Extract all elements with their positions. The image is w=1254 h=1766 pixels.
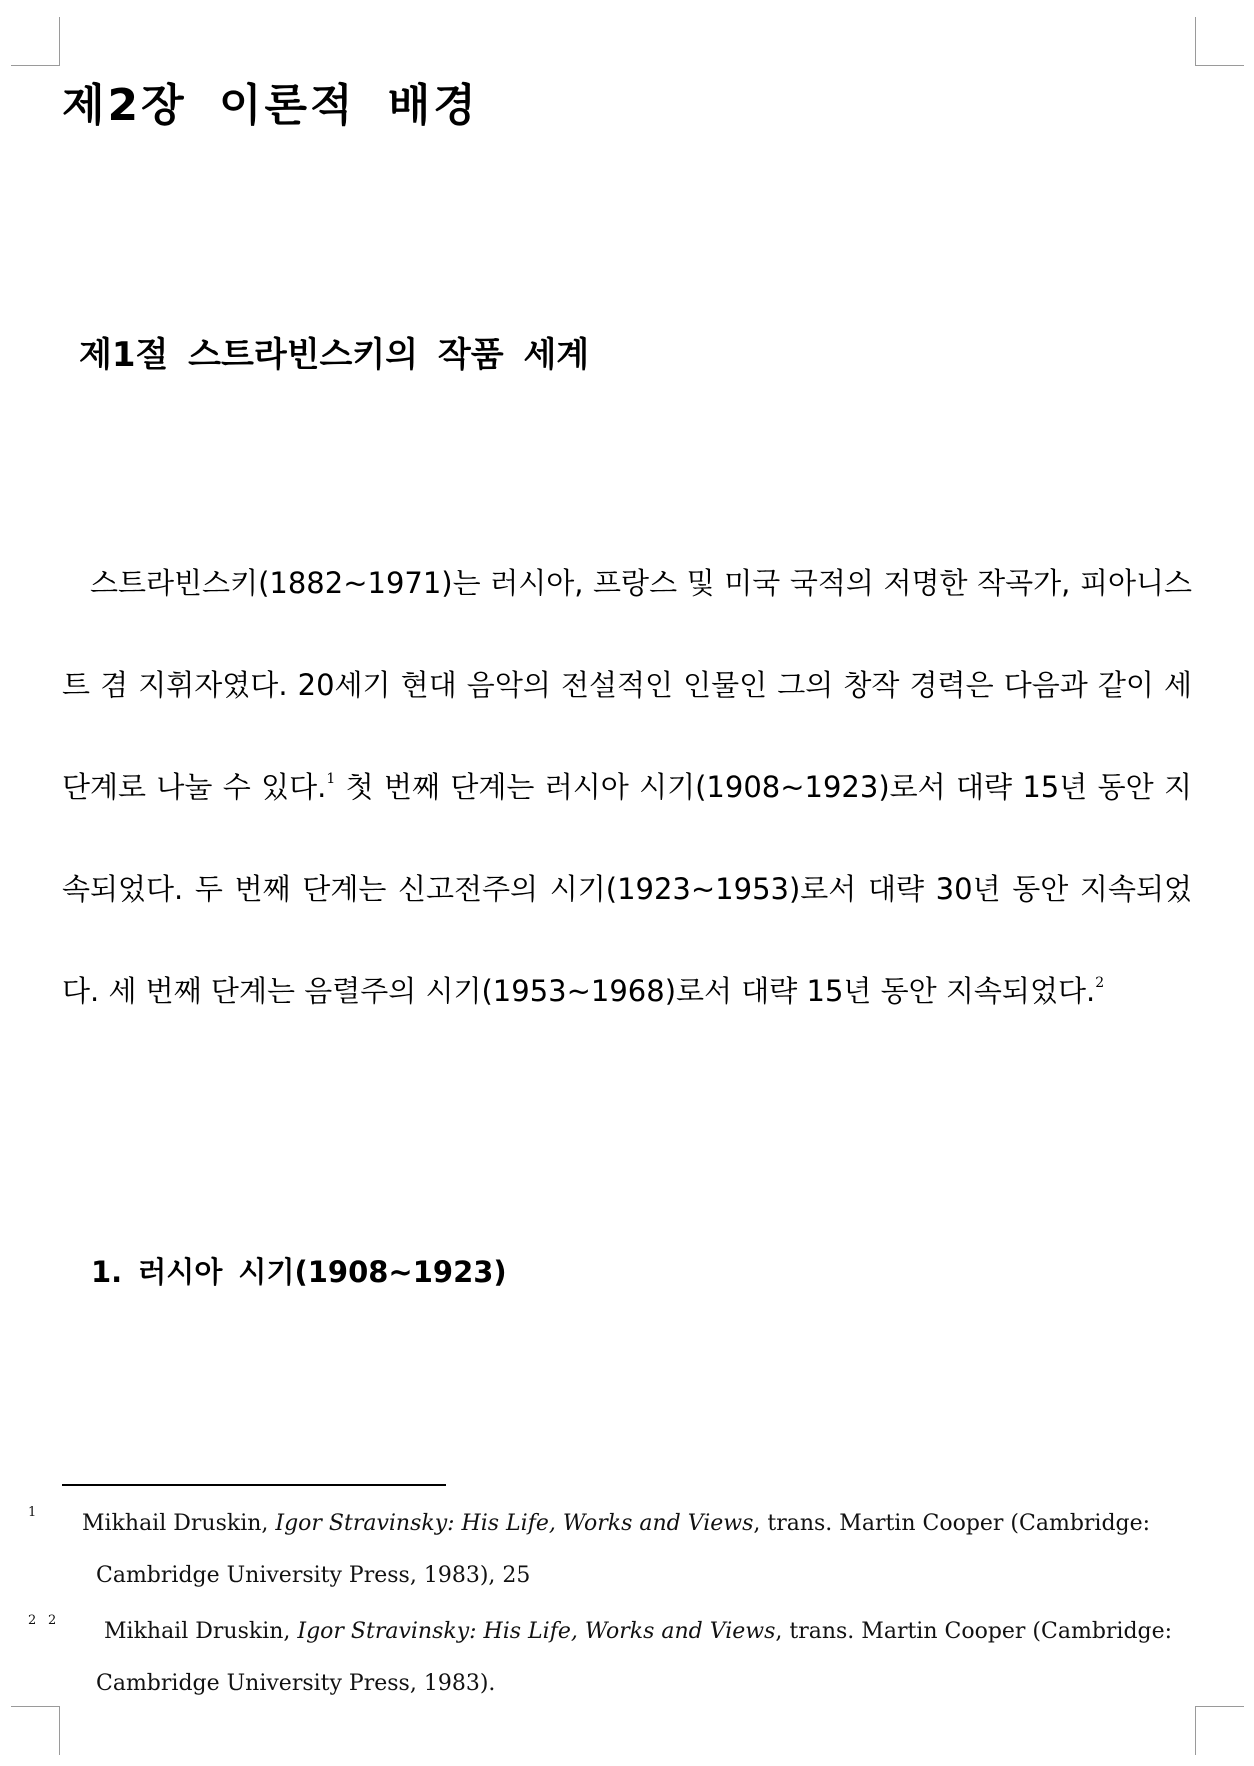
subsection-title: 1. 러시아 시기(1908~1923) — [91, 1255, 507, 1289]
footnote-reference-1[interactable]: 1 — [326, 771, 336, 787]
paragraph-text-part-1: 스트라빈스키(1882~1971)는 러시아, 프랑스 및 미국 국적의 저명한 작곡가, 피아니스트 겸 지휘자였다. 20세기 현대 음악의 전설적인 인물인 그의 창작 경력은 다음과 같이 세 단계로 나눌 수 있다. — [62, 566, 1192, 804]
footnote-author: Mikhail Druskin, — [82, 1511, 276, 1536]
footnote-book-title: Igor Stravinsky: His Life, Works and Views — [297, 1619, 776, 1644]
footnote-reference-2[interactable]: 2 — [1095, 975, 1105, 991]
crop-mark-top-right — [1195, 17, 1244, 66]
body-paragraph — [62, 532, 1192, 1042]
crop-mark-top-left — [11, 17, 60, 66]
footnote-details: , trans. Martin Cooper (Cambridge: Cambridge University Press, 1983). — [96, 1619, 1173, 1696]
section-title: 제1절 스트라빈스키의 작품 세계 — [79, 335, 590, 375]
crop-mark-bottom-right — [1195, 1706, 1244, 1755]
paragraph-text-part-2: 첫 번째 단계는 러시아 시기(1908~1923)로서 대략 15년 동안 지속되었다. 두 번째 단계는 신고전주의 시기(1923~1953)로서 대략 30년 동안 지속되었다. 세 번째 단계는 음렬주의 시기(1953~1968)로서 대략 15년 동안 지속되었다. — [62, 770, 1192, 1008]
footnote-author: Mikhail Druskin, — [104, 1619, 298, 1644]
crop-mark-bottom-left — [11, 1706, 60, 1755]
footnote-1: 1 Mikhail Druskin, Igor Stravinsky: His Life, Works and Views, trans. Martin Cooper (Cambridge: Cambridge University Press, 1983), 25 — [28, 1505, 1151, 1588]
chapter-title: 제2장 이론적 배경 — [62, 80, 479, 131]
footnote-separator — [62, 1484, 446, 1486]
footnote-details: , trans. Martin Cooper (Cambridge: Cambridge University Press, 1983), 25 — [96, 1511, 1151, 1588]
footnote-2: 2 2 Mikhail Druskin, Igor Stravinsky: His Life, Works and Views, trans. Martin Cooper (Cambridge: Cambridge University Press, 1983). — [28, 1613, 1173, 1696]
footnote-book-title: Igor Stravinsky: His Life, Works and Views — [275, 1511, 754, 1536]
footnotes — [28, 1498, 1192, 1714]
